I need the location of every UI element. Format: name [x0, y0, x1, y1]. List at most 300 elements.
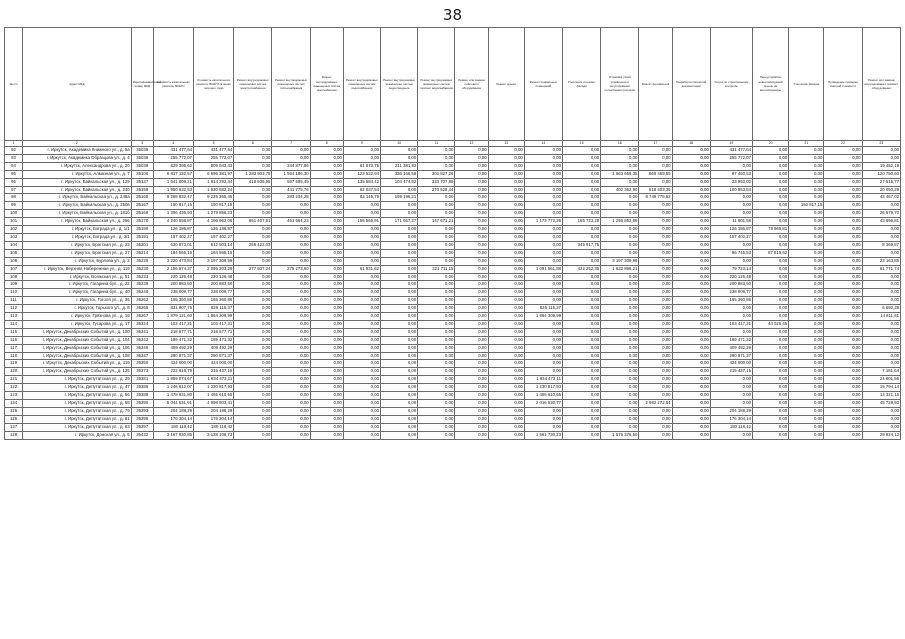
amount-cell: 103 417,31	[710, 320, 752, 328]
amount-cell: 0,00	[524, 360, 562, 368]
amount-cell: 0,00	[639, 415, 672, 423]
amount-cell: 0,00	[234, 210, 272, 218]
amount-cell: 0,00	[672, 352, 710, 360]
amount-cell: 0,00	[272, 289, 310, 297]
amount-cell: 0,00	[343, 423, 380, 431]
amount-cell: 78 965,81	[753, 226, 789, 234]
column-header: Ремонт внутридомовых инженерных систем электроснабжения	[234, 28, 272, 141]
row-index: 111	[5, 297, 23, 305]
amount-cell: 0,00	[310, 162, 343, 170]
column-number: 2	[23, 141, 132, 147]
amount-cell: 0,00	[343, 400, 380, 408]
amount-cell: 0,00	[234, 273, 272, 281]
amount-cell: 0,00	[562, 415, 600, 423]
table-row	[5, 415, 901, 423]
amount-cell: 409 492,29	[153, 344, 193, 352]
amount-cell: 200 883,50	[194, 281, 234, 289]
amount-cell: 431 477,64	[194, 147, 234, 155]
amount-cell: 0,00	[601, 178, 639, 186]
amount-cell: 221 711,15	[418, 265, 455, 273]
row-index: 118	[5, 352, 23, 360]
row-index: 110	[5, 289, 23, 297]
amount-cell: 0,00	[639, 202, 672, 210]
amount-cell: 0,00	[343, 233, 380, 241]
amount-cell: 0,00	[488, 297, 524, 305]
row-index: 99	[5, 202, 23, 210]
amount-cell: 0,00	[455, 154, 488, 162]
amount-cell: 0,00	[455, 384, 488, 392]
amount-cell: 0,00	[562, 305, 600, 313]
amount-cell: 0,00	[455, 328, 488, 336]
amount-cell: 0,00	[381, 336, 418, 344]
amount-cell: 0,00	[710, 313, 752, 321]
column-number: 7	[272, 141, 310, 147]
row-index: 115	[5, 328, 23, 336]
amount-cell: 0,00	[418, 226, 455, 234]
amount-cell: 200 883,50	[153, 281, 193, 289]
amount-cell: 220 126,48	[710, 273, 752, 281]
amount-cell: 290 871,37	[153, 352, 193, 360]
amount-cell: 0,00	[310, 265, 343, 273]
building-id-cell: 35239	[131, 281, 153, 289]
amount-cell: 0,00	[601, 313, 639, 321]
amount-cell: 0,00	[524, 194, 562, 202]
building-id-cell: 35201	[131, 241, 153, 249]
amount-cell: 0,00	[524, 202, 562, 210]
amount-cell: 0,00	[418, 392, 455, 400]
amount-cell: 1 641 809,21	[153, 178, 193, 186]
amount-cell: 0,00	[418, 257, 455, 265]
amount-cell: 0,00	[488, 147, 524, 155]
amount-cell: 0,00	[672, 368, 710, 376]
table-row	[5, 186, 901, 194]
amount-cell: 0,00	[381, 313, 418, 321]
address-cell: г. Иркутск, Бограда ул., д. 3/1	[23, 233, 132, 241]
amount-cell: 0,00	[601, 360, 639, 368]
amount-cell: 0,00	[672, 233, 710, 241]
amount-cell: 0,00	[562, 289, 600, 297]
row-index: 93	[5, 154, 23, 162]
table-row	[5, 202, 901, 210]
amount-cell: 0,00	[601, 147, 639, 155]
amount-cell: 0,00	[524, 241, 562, 249]
amount-cell: 0,00	[562, 423, 600, 431]
column-number: 20	[753, 141, 789, 147]
amount-cell: 0,00	[272, 360, 310, 368]
amount-cell: 0,00	[234, 305, 272, 313]
amount-cell: 0,00	[343, 241, 380, 249]
amount-cell: 0,00	[789, 233, 824, 241]
column-header: Ремонт крыши	[488, 28, 524, 141]
amount-cell: 0,00	[418, 344, 455, 352]
amount-cell: 0,00	[789, 328, 824, 336]
amount-cell: 0,00	[672, 320, 710, 328]
amount-cell: 0,00	[455, 360, 488, 368]
amount-cell: 0,00	[824, 202, 862, 210]
amount-cell: 0,00	[524, 273, 562, 281]
amount-cell: 189 471,32	[194, 336, 234, 344]
row-index: 119	[5, 360, 23, 368]
row-index: 112	[5, 305, 23, 313]
amount-cell: 200 883,50	[710, 281, 752, 289]
column-number: 11	[418, 141, 455, 147]
amount-cell: 0,00	[455, 415, 488, 423]
amount-cell: 0,00	[824, 162, 862, 170]
amount-cell: 0,00	[524, 344, 562, 352]
amount-cell: 0,00	[862, 320, 900, 328]
amount-cell: 0,00	[524, 162, 562, 170]
amount-cell: 0,00	[862, 415, 900, 423]
amount-cell: 0,00	[672, 297, 710, 305]
amount-cell: 0,00	[639, 147, 672, 155]
amount-cell: 0,00	[672, 226, 710, 234]
amount-cell: 220 126,48	[153, 273, 193, 281]
column-header: Ремонт внутридомовых инженерных систем водоснабжения	[343, 28, 380, 141]
amount-cell: 0,00	[488, 226, 524, 234]
amount-cell: 156 565,91	[343, 218, 380, 226]
amount-cell: 0,00	[343, 281, 380, 289]
address-cell: г. Иркутск, Волжская ул., д. 51	[23, 273, 132, 281]
amount-cell: 0,00	[381, 226, 418, 234]
amount-cell: 104 474,92	[381, 178, 418, 186]
amount-cell: 45 728,50	[862, 400, 900, 408]
amount-cell: 0,00	[488, 241, 524, 249]
amount-cell: 0,00	[601, 392, 639, 400]
amount-cell: 0,00	[343, 226, 380, 234]
amount-cell: 0,00	[524, 407, 562, 415]
amount-cell: 100 853,54	[710, 186, 752, 194]
column-header: Утепление и ремонт фасада	[562, 28, 600, 141]
amount-cell: 0,00	[639, 218, 672, 226]
amount-cell: 0,00	[562, 344, 600, 352]
building-id-cell: 35230	[131, 265, 153, 273]
amount-cell: 0,00	[601, 249, 639, 257]
address-cell: г. Иркутск, Депутатская ул., д. 81	[23, 415, 132, 423]
amount-cell: 0,00	[343, 320, 380, 328]
amount-cell: 0,00	[639, 344, 672, 352]
address-cell: г. Иркутск, Байкальская ул., д. 250в	[23, 202, 132, 210]
amount-cell: 180 118,42	[710, 423, 752, 431]
page-number: 38	[442, 6, 463, 24]
amount-cell: 204 188,29	[153, 407, 193, 415]
amount-cell: 135 584,42	[343, 178, 380, 186]
amount-cell: 0,00	[710, 257, 752, 265]
amount-cell: 0,00	[753, 210, 789, 218]
amount-cell: 5 044 531,91	[153, 400, 193, 408]
amount-cell: 431 477,64	[153, 147, 193, 155]
amount-cell: 61 931,62	[343, 265, 380, 273]
address-cell: г. Иркутск, Грязнова ул., д. 19	[23, 313, 132, 321]
amount-cell: 0,00	[562, 313, 600, 321]
amount-cell: 0,00	[418, 194, 455, 202]
column-header: Ремонт фундамента	[639, 28, 672, 141]
amount-cell: 176 304,14	[710, 415, 752, 423]
column-number: 22	[824, 141, 862, 147]
building-id-cell: 35191	[131, 233, 153, 241]
amount-cell: 1 834 473,11	[194, 376, 234, 384]
amount-cell: 0,00	[562, 273, 600, 281]
table-row	[5, 352, 901, 360]
amount-cell: 0,00	[343, 336, 380, 344]
amount-cell: 0,00	[562, 249, 600, 257]
amount-cell: 0,00	[418, 202, 455, 210]
amount-cell: 0,00	[418, 241, 455, 249]
address-cell: г. Иркутск, Декабрьских Событий ул., д. 100	[23, 328, 132, 336]
amount-cell: 0,00	[343, 210, 380, 218]
amount-cell: 171 657,37	[381, 218, 418, 226]
building-id-cell: 35390	[131, 400, 153, 408]
amount-cell: 0,00	[824, 344, 862, 352]
amount-cell: 0,00	[524, 210, 562, 218]
amount-cell: 441 775,76	[272, 186, 310, 194]
amount-cell: 0,00	[524, 281, 562, 289]
table-row	[5, 218, 901, 226]
amount-cell: 0,00	[234, 400, 272, 408]
amount-cell: 184 565,15	[194, 249, 234, 257]
amount-cell: 0,00	[753, 415, 789, 423]
amount-cell: 0,00	[455, 273, 488, 281]
amount-cell: 0,00	[789, 313, 824, 321]
amount-cell: 431 477,64	[710, 147, 752, 155]
amount-cell: 0,00	[524, 423, 562, 431]
amount-cell: 157 402,27	[194, 233, 234, 241]
amount-cell: 0,00	[824, 241, 862, 249]
table-row	[5, 328, 901, 336]
column-header: Ремонт внутридомовых инженерных систем водоотведения	[381, 28, 418, 141]
amount-cell: 0,00	[488, 233, 524, 241]
amount-cell: 2 982 272,64	[639, 400, 672, 408]
address-cell: г. Иркутск, Александрова ул., д. 20	[23, 162, 132, 170]
amount-cell: 0,00	[234, 423, 272, 431]
amount-cell: 0,00	[418, 407, 455, 415]
address-cell: г. Иркутск, Алмазная ул., д. 7	[23, 170, 132, 178]
amount-cell: 0,00	[562, 202, 600, 210]
amount-cell: 0,00	[272, 147, 310, 155]
amount-cell: 0,00	[562, 376, 600, 384]
address-cell: г. Иркутск, Декабрьских Событий ул., д. 119	[23, 360, 132, 368]
amount-cell: 0,00	[310, 218, 343, 226]
building-id-cell: 35381	[131, 376, 153, 384]
amount-cell: 0,00	[672, 305, 710, 313]
building-id-cell: 35373	[131, 368, 153, 376]
column-number: 13	[488, 141, 524, 147]
row-index: 125	[5, 407, 23, 415]
amount-cell: 0,00	[488, 273, 524, 281]
amount-cell: 0,00	[488, 305, 524, 313]
amount-cell: 0,00	[601, 376, 639, 384]
amount-cell: 0,00	[418, 431, 455, 439]
amount-cell: 0,00	[234, 226, 272, 234]
amount-cell: 0,00	[562, 384, 600, 392]
amount-cell: 0,00	[381, 210, 418, 218]
table-row	[5, 423, 901, 431]
amount-cell: 0,00	[639, 297, 672, 305]
column-header: Ремонт внутридомовых инженерных систем газоснабжения	[310, 28, 343, 141]
amount-cell: 0,00	[639, 384, 672, 392]
amount-cell: 0,00	[234, 249, 272, 257]
amount-cell: 0,00	[310, 360, 343, 368]
amount-cell: 825 115,37	[524, 305, 562, 313]
amount-cell: 1 230 817,93	[194, 384, 234, 392]
amount-cell: 0,00	[234, 154, 272, 162]
amount-cell: 0,00	[789, 384, 824, 392]
amount-cell: 0,00	[455, 186, 488, 194]
row-index: 117	[5, 344, 23, 352]
amount-cell: 0,00	[562, 210, 600, 218]
amount-cell: 0,00	[310, 368, 343, 376]
amount-cell: 0,00	[234, 281, 272, 289]
amount-cell: 0,00	[524, 336, 562, 344]
amount-cell: 0,00	[562, 400, 600, 408]
address-cell: г. Иркутск, Бурлова ул., д. 2	[23, 257, 132, 265]
amount-cell: 0,00	[488, 376, 524, 384]
table-row	[5, 407, 901, 415]
address-cell: г. Иркутск, Донская ул., д. 5	[23, 431, 132, 439]
amount-cell: 0,00	[343, 360, 380, 368]
amount-cell: 0,00	[488, 218, 524, 226]
amount-cell: 15 794,14	[862, 384, 900, 392]
amount-cell: 0,00	[562, 257, 600, 265]
amount-cell: 0,00	[824, 249, 862, 257]
amount-cell: 0,00	[310, 376, 343, 384]
amount-cell: 24 601,56	[862, 376, 900, 384]
amount-cell: 0,00	[455, 147, 488, 155]
amount-cell: 0,00	[234, 407, 272, 415]
column-header: Утепление фасада	[789, 28, 824, 141]
amount-cell: 0,00	[488, 400, 524, 408]
table-row	[5, 297, 901, 305]
amount-cell: 0,00	[562, 178, 600, 186]
amount-cell: 0,00	[862, 154, 900, 162]
amount-cell: 0,00	[824, 170, 862, 178]
amount-cell: 0,00	[234, 352, 272, 360]
building-id-cell: 35386	[131, 384, 153, 392]
amount-cell: 0,00	[418, 162, 455, 170]
amount-cell: 0,00	[488, 423, 524, 431]
amount-cell: 0,00	[601, 328, 639, 336]
amount-cell: 0,00	[639, 257, 672, 265]
table-row	[5, 273, 901, 281]
amount-cell: 0,00	[753, 360, 789, 368]
amount-cell: 0,00	[343, 297, 380, 305]
amount-cell: 0,00	[639, 368, 672, 376]
amount-cell: 0,00	[455, 423, 488, 431]
amount-cell: 0,00	[789, 368, 824, 376]
table-row	[5, 400, 901, 408]
amount-cell: 0,00	[824, 218, 862, 226]
amount-cell: 0,00	[524, 178, 562, 186]
amount-cell: 0,00	[639, 431, 672, 439]
amount-cell: 0,00	[381, 305, 418, 313]
amount-cell: 0,00	[753, 257, 789, 265]
amount-cell: 8 749 775,62	[639, 194, 672, 202]
amount-cell: 0,00	[639, 249, 672, 257]
column-number: 8	[310, 141, 343, 147]
amount-cell: 157 402,27	[710, 233, 752, 241]
amount-cell: 0,00	[381, 344, 418, 352]
amount-cell: 0,00	[488, 407, 524, 415]
amount-cell: 0,00	[234, 344, 272, 352]
amount-cell: 0,00	[455, 257, 488, 265]
amount-cell: 3 197 309,99	[194, 257, 234, 265]
amount-cell: 0,00	[310, 210, 343, 218]
amount-cell: 302 827,26	[418, 170, 455, 178]
amount-cell: 424 000,00	[153, 360, 193, 368]
amount-cell: 0,00	[562, 226, 600, 234]
amount-cell: 0,00	[381, 147, 418, 155]
amount-cell: 0,00	[601, 154, 639, 162]
amount-cell: 27 516,77	[862, 178, 900, 186]
amount-cell: 0,00	[234, 328, 272, 336]
amount-cell: 0,00	[672, 407, 710, 415]
amount-cell: 4 998 803,41	[194, 400, 234, 408]
amount-cell: 0,00	[562, 320, 600, 328]
amount-cell: 0,00	[272, 320, 310, 328]
amount-cell: 255 772,07	[194, 154, 234, 162]
amount-cell: 0,00	[753, 218, 789, 226]
amount-cell: 424 000,00	[194, 360, 234, 368]
amount-cell: 0,00	[824, 368, 862, 376]
amount-cell: 0,00	[381, 233, 418, 241]
table-row	[5, 210, 901, 218]
address-cell: г. Иркутск, Депутатская ул., д. 29	[23, 376, 132, 384]
amount-cell: 9 268 832,47	[153, 194, 193, 202]
amount-cell: 0,00	[310, 392, 343, 400]
column-number: 21	[789, 141, 824, 147]
address-cell: г. Иркутск, Гагарина бул., д. 40	[23, 289, 132, 297]
amount-cell: 61 873,75	[343, 162, 380, 170]
amount-cell: 0,00	[789, 415, 824, 423]
amount-cell: 0,00	[524, 257, 562, 265]
amount-cell: 1 864 309,99	[194, 313, 234, 321]
amount-cell: 0,00	[418, 147, 455, 155]
amount-cell: 61 771,74	[862, 265, 900, 273]
amount-cell: 150 817,15	[789, 202, 824, 210]
amount-cell: 0,00	[824, 281, 862, 289]
amount-cell: 0,00	[234, 297, 272, 305]
table-row	[5, 249, 901, 257]
amount-cell: 0,00	[753, 154, 789, 162]
amount-cell: 0,00	[381, 392, 418, 400]
table-row	[5, 162, 901, 170]
amount-cell: 0,00	[601, 226, 639, 234]
row-index: 98	[5, 194, 23, 202]
amount-cell: 211 381,82	[381, 162, 418, 170]
amount-cell: 0,00	[789, 170, 824, 178]
amount-cell: 0,00	[562, 147, 600, 155]
amount-cell: 0,00	[710, 202, 752, 210]
amount-cell: 0,00	[272, 313, 310, 321]
amount-cell: 0,00	[455, 265, 488, 273]
amount-cell: 0,00	[381, 431, 418, 439]
amount-cell: 0,00	[753, 376, 789, 384]
amount-cell: 0,00	[639, 233, 672, 241]
capital-repair-registry	[4, 27, 901, 440]
amount-cell: 165 723,28	[562, 218, 600, 226]
amount-cell: 0,00	[789, 305, 824, 313]
amount-cell: 0,00	[343, 376, 380, 384]
building-id-cell: 35159	[131, 186, 153, 194]
amount-cell: 0,00	[524, 147, 562, 155]
amount-cell: 461 564,23	[272, 218, 310, 226]
amount-cell: 0,00	[272, 384, 310, 392]
amount-cell: 0,00	[753, 194, 789, 202]
address-cell: г. Иркутск, Верхняя Набережная ул., д. 119	[23, 265, 132, 273]
amount-cell: 0,00	[789, 336, 824, 344]
amount-cell: 103 417,31	[153, 320, 193, 328]
amount-cell: 0,00	[824, 407, 862, 415]
amount-cell: 0,00	[601, 344, 639, 352]
